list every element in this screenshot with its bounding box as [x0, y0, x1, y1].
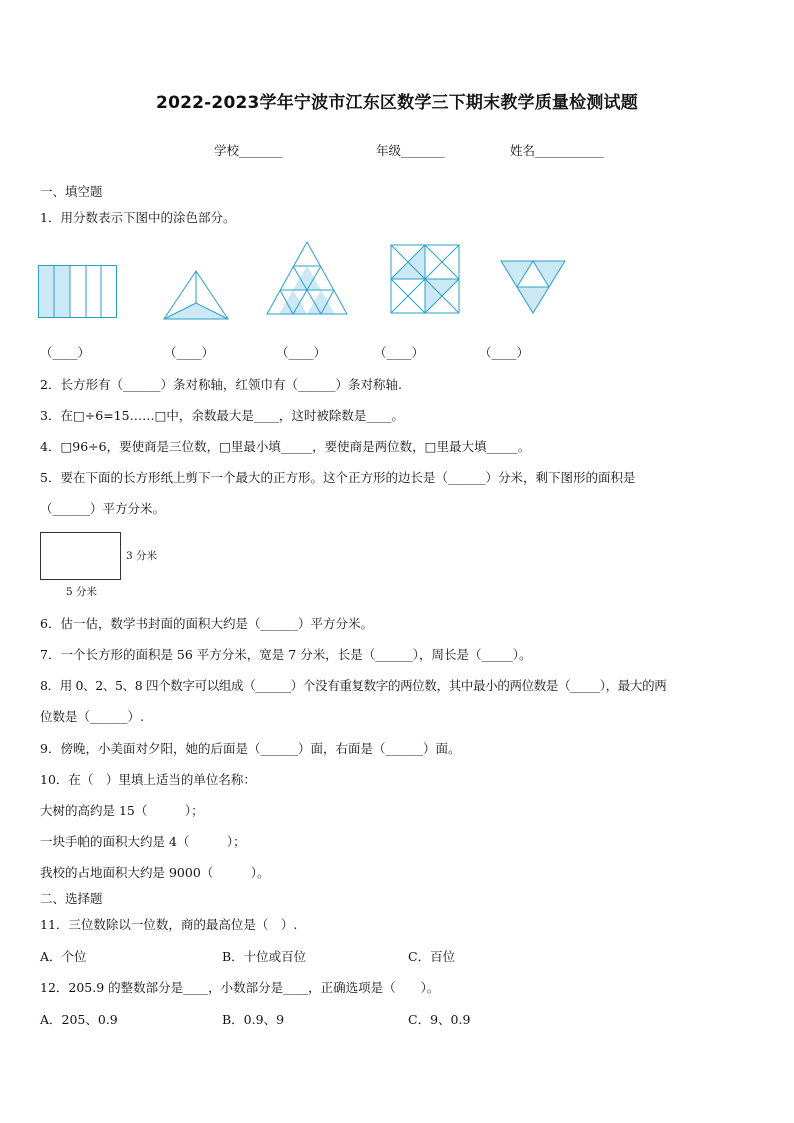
figure-square-diamond — [390, 244, 462, 316]
question-11: 11．三位数除以一位数，商的最高位是（ ）. — [40, 917, 298, 932]
option-11-a[interactable]: A．个位 — [40, 949, 87, 964]
figure-rect-strips — [38, 265, 118, 319]
question-10-c: 我校的占地面积大约是 9000（ ）。 — [40, 865, 270, 880]
option-11-c[interactable]: C．百位 — [408, 949, 456, 964]
answer-blank-2[interactable]: （____） — [164, 345, 215, 360]
question-10: 10．在（ ）里填上适当的单位名称： — [40, 772, 256, 787]
option-12-a[interactable]: A．205、0.9 — [40, 1012, 118, 1027]
option-11-b[interactable]: B．十位或百位 — [222, 949, 307, 964]
question-1: 1．用分数表示下图中的涂色部分。 — [40, 210, 236, 225]
figure-triangle-nine — [265, 240, 349, 316]
figure-rectangle-paper — [40, 532, 122, 582]
figure-triangle-center — [163, 270, 229, 322]
page-title: 2022-2023学年宁波市江东区数学三下期末教学质量检测试题 — [156, 93, 638, 113]
question-5-line-1: 5．要在下面的长方形纸上剪下一个最大的正方形。这个正方形的边长是（______）分米，剩下图形的面积是 — [40, 470, 636, 485]
answer-blank-3[interactable]: （____） — [276, 345, 327, 360]
question-9: 9．傍晚，小美面对夕阳，她的后面是（______）面，右面是（______）面。 — [40, 741, 461, 756]
question-8-line-1: 8．用 0、2、5、8 四个数字可以组成（______）个没有重复数字的两位数，其中最小的两位数是（_____），最大的两 — [40, 678, 667, 693]
height-label: 3 分米 — [126, 550, 158, 562]
question-10-a: 大树的高约是 15（ ）； — [40, 803, 204, 818]
width-label: 5 分米 — [66, 586, 98, 598]
option-12-b[interactable]: B．0.9、9 — [222, 1012, 285, 1027]
section-choice: 二、选择题 — [40, 891, 103, 906]
question-5-line-2: （______）平方分米。 — [40, 501, 166, 516]
question-10-b: 一块手帕的面积大约是 4（ ）； — [40, 834, 246, 849]
grade-field: 年级_______ — [376, 143, 445, 158]
section-fill-blank: 一、填空题 — [40, 184, 103, 199]
question-6: 6．估一估，数学书封面的面积大约是（______）平方分米。 — [40, 616, 373, 631]
answer-blank-1[interactable]: （____） — [40, 345, 91, 360]
answer-blank-4[interactable]: （____） — [374, 345, 425, 360]
answer-blank-5[interactable]: （____） — [479, 345, 530, 360]
question-7: 7．一个长方形的面积是 56 平方分米，宽是 7 分米，长是（______），周长是（_____）。 — [40, 647, 532, 662]
option-12-c[interactable]: C．9、0.9 — [408, 1012, 471, 1027]
question-2: 2．长方形有（______）条对称轴，红领巾有（______）条对称轴. — [40, 377, 402, 392]
question-12: 12．205.9 的整数部分是____，小数部分是____，正确选项是（ ）。 — [40, 980, 440, 995]
figure-inverted-triangle — [500, 260, 566, 314]
school-field: 学校_______ — [214, 143, 283, 158]
name-field: 姓名___________ — [510, 143, 604, 158]
question-8-line-2: 位数是（______）. — [40, 709, 144, 724]
question-3: 3．在□÷6=15……□中，余数最大是____，这时被除数是____。 — [40, 408, 404, 423]
question-4: 4．□96÷6，要使商是三位数，□里最小填_____，要使商是两位数，□里最大填_____。 — [40, 439, 531, 454]
